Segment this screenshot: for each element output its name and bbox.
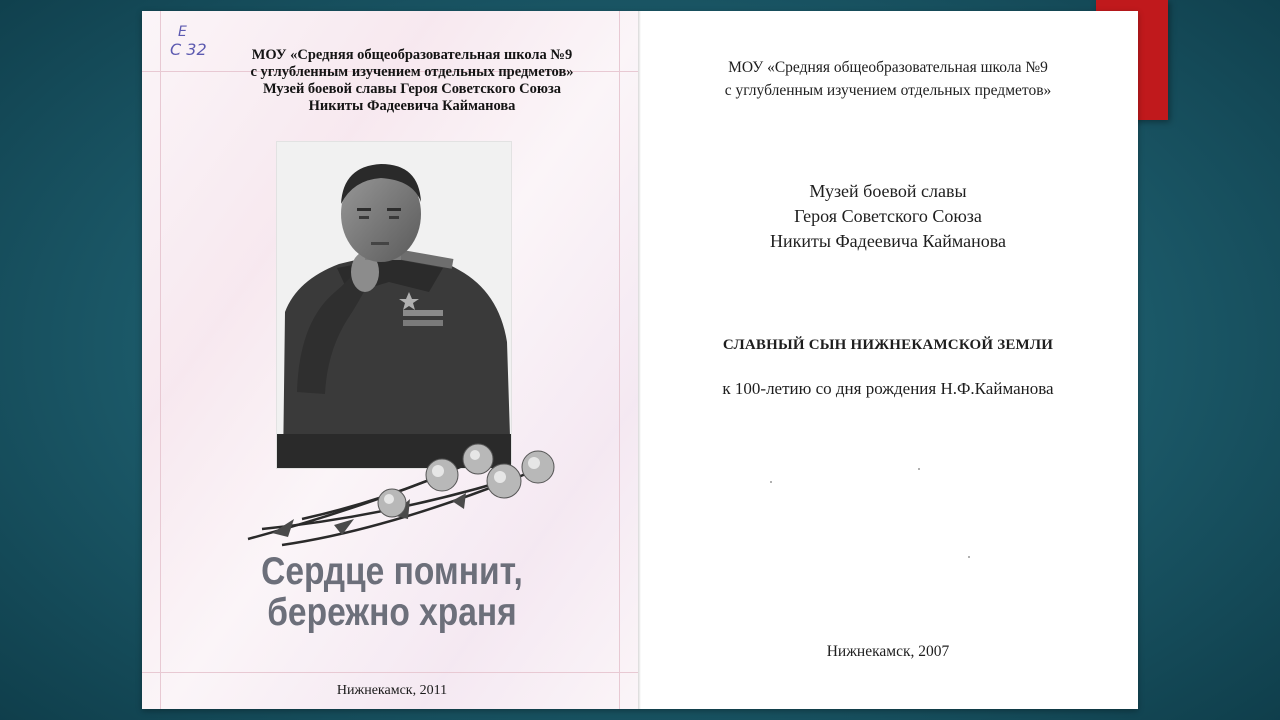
title-page-school: [658, 56, 1118, 102]
cover-header: [202, 47, 622, 115]
portrait-photo-icon: [276, 141, 512, 469]
cover-frame-line: [142, 672, 638, 673]
paper-speck: [770, 481, 772, 483]
cover-title-line: Сердце помнит,: [261, 550, 523, 593]
cover-title-line: бережно храня: [267, 591, 517, 634]
library-stamp-line: Е: [178, 24, 187, 40]
cover-header-line: МОУ «Средняя общеобразовательная школа №9: [251, 47, 573, 63]
cover-frame-line: [160, 11, 161, 709]
school-line: МОУ «Средняя общеобразовательная школа №9: [728, 59, 1048, 76]
paper-speck: [918, 468, 920, 470]
cover-footer: Нижнекамск, 2011: [336, 683, 448, 698]
title-page-footer: [658, 643, 1118, 661]
paper-speck: [968, 556, 970, 558]
heading-text: СЛАВНЫЙ СЫН НИЖНЕКАМСКОЙ ЗЕМЛИ: [722, 337, 1054, 353]
title-page: [638, 11, 1138, 709]
museum-line: Музей боевой славы: [809, 181, 967, 201]
cover-header-line: Музей боевой славы Героя Советского Союза: [262, 81, 562, 97]
subtitle-text: к 100-летию со дня рождения Н.Ф.Кайманова: [722, 379, 1054, 398]
cover-title: [229, 551, 556, 633]
museum-line: Героя Советского Союза: [794, 206, 982, 226]
school-line: с углубленным изучением отдельных предметов»: [724, 82, 1052, 99]
page-gutter: [638, 11, 641, 709]
book-cover: [142, 11, 639, 709]
cover-header-line: Никиты Фадеевича Кайманова: [308, 98, 516, 114]
carnation-flowers-icon: [242, 429, 572, 553]
cover-frame-line: [619, 11, 620, 709]
title-page-subtitle: [658, 379, 1118, 399]
title-page-museum: [658, 179, 1118, 254]
museum-line: Никиты Фадеевича Кайманова: [769, 231, 1007, 251]
library-stamp-line: С 32: [170, 40, 207, 59]
title-page-heading: [658, 337, 1118, 354]
book-spread: [142, 11, 1138, 709]
cover-header-line: с углубленным изучением отдельных предметов»: [250, 64, 574, 80]
footer-text: Нижнекамск, 2007: [826, 643, 950, 660]
